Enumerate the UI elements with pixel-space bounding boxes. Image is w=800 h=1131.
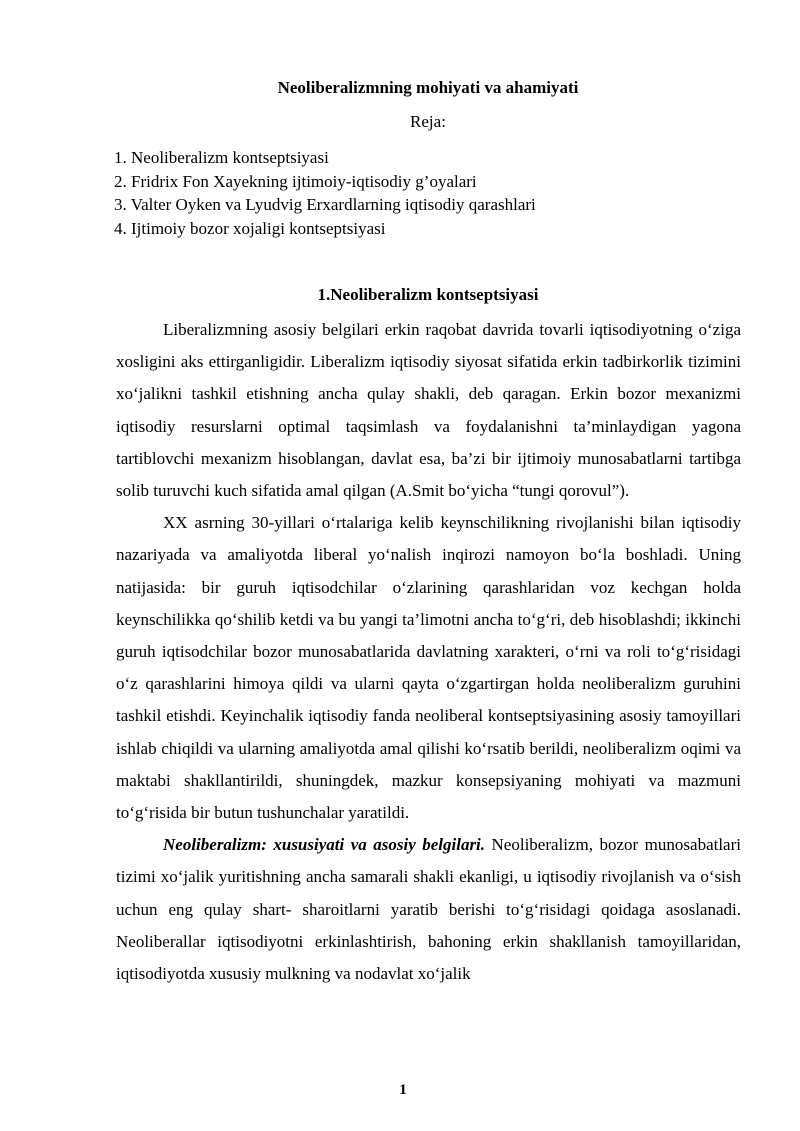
paragraph (116, 829, 741, 990)
paragraph: XX asrning 30-yillari o‘rtalariga kelib keynschilikning rivojlanishi bilan iqtisodiy nazariyada va amaliyotda liberal yo‘nalish inqirozi namoyon bo‘la boshladi. Uning natijasida: bir guruh iqtisodchilar o‘zlarining qarashlaridan voz kechgan holda keynschilikka qo‘shilib ketdi va bu yangi ta’limotni ancha to‘g‘ri, deb hisoblashdi; ikkinchi guruh iqtisodchilar bozor munosabatlarida davlatning xarakteri, o‘rni va roli to‘g‘risidagi o‘z qarashlarini himoya qildi va ularni qayta o‘zgartirgan holda neoliberalizm guruhini tashkil etishdi. Keyinchalik iqtisodiy fanda neoliberal kontseptsiyasining asosiy tamoyillari ishlab chiqildi va ularning amaliyotda amal qilishi ko‘rsatib berildi, neoliberalizm oqimi va maktabi shakllantirildi, shuningdek, mazkur konsepsiyaning mohiyati va mazmuni to‘g‘risida bir butun tushunchalar yaratildi. (116, 513, 741, 823)
plan-heading: Reja: (410, 112, 446, 131)
paragraph-text: Neoliberalizm, bozor munosabatlari tizimi xo‘jalik yuritishning ancha samarali shakli ekanligi, u iqtisodiy rivojlanish va o‘sish uchun eng qulay shart- sharoitlarni yaratib berishi to‘g‘risidagi qoidaga asoslanadi. Neoliberallar iqtisodiyotni erkinlashtirish, bahoning erkin shakllanish tamoyillaridan, iqtisodiyotda xususiy mulkning va nodavlat xo‘jalik (116, 835, 741, 984)
paragraph-lead-term: Neoliberalizm: xususiyati va asosiy belgilari. (163, 835, 486, 855)
document-title: Neoliberalizmning mohiyati va ahamiyati (277, 78, 579, 97)
paragraph: Liberalizmning asosiy belgilari erkin raqobat davrida tovarli iqtisodiyotning o‘ziga xosligini aks ettirganligidir. Liberalizm iqtisodiy siyosat sifatida erkin tadbirkorlik tizimini xo‘jalikni tashkil etishning ancha qulay shakli, deb qaragan. Erkin bozor mexanizmi iqtisodiy resurslarni optimal taqsimlash va foydalanishni ta’minlaydigan yagona tartiblovchi mexanizm hisoblangan, davlat esa, ba’zi bir ijtimoiy munosabatlarni tartibga solib turuvchi kuch sifatida amal qilgan (A.Smit bo‘yicha “tungi qorovul”). (116, 320, 741, 501)
plan-item: 3. Valter Oyken va Lyudvig Erxardlarning iqtisodiy qarashlari (114, 195, 536, 214)
page-number: 1 (399, 1082, 407, 1098)
plan-list (114, 146, 536, 240)
plan-item: 4. Ijtimoiy bozor xojaligi kontseptsiyasi (114, 218, 386, 238)
section-heading: 1.Neoliberalizm kontseptsiyasi (317, 285, 539, 304)
body-text (116, 314, 741, 990)
plan-item: 1. Neoliberalizm kontseptsiyasi (114, 148, 329, 167)
plan-item: 2. Fridrix Fon Xayekning ijtimoiy-iqtisodiy g’oyalari (114, 171, 477, 191)
